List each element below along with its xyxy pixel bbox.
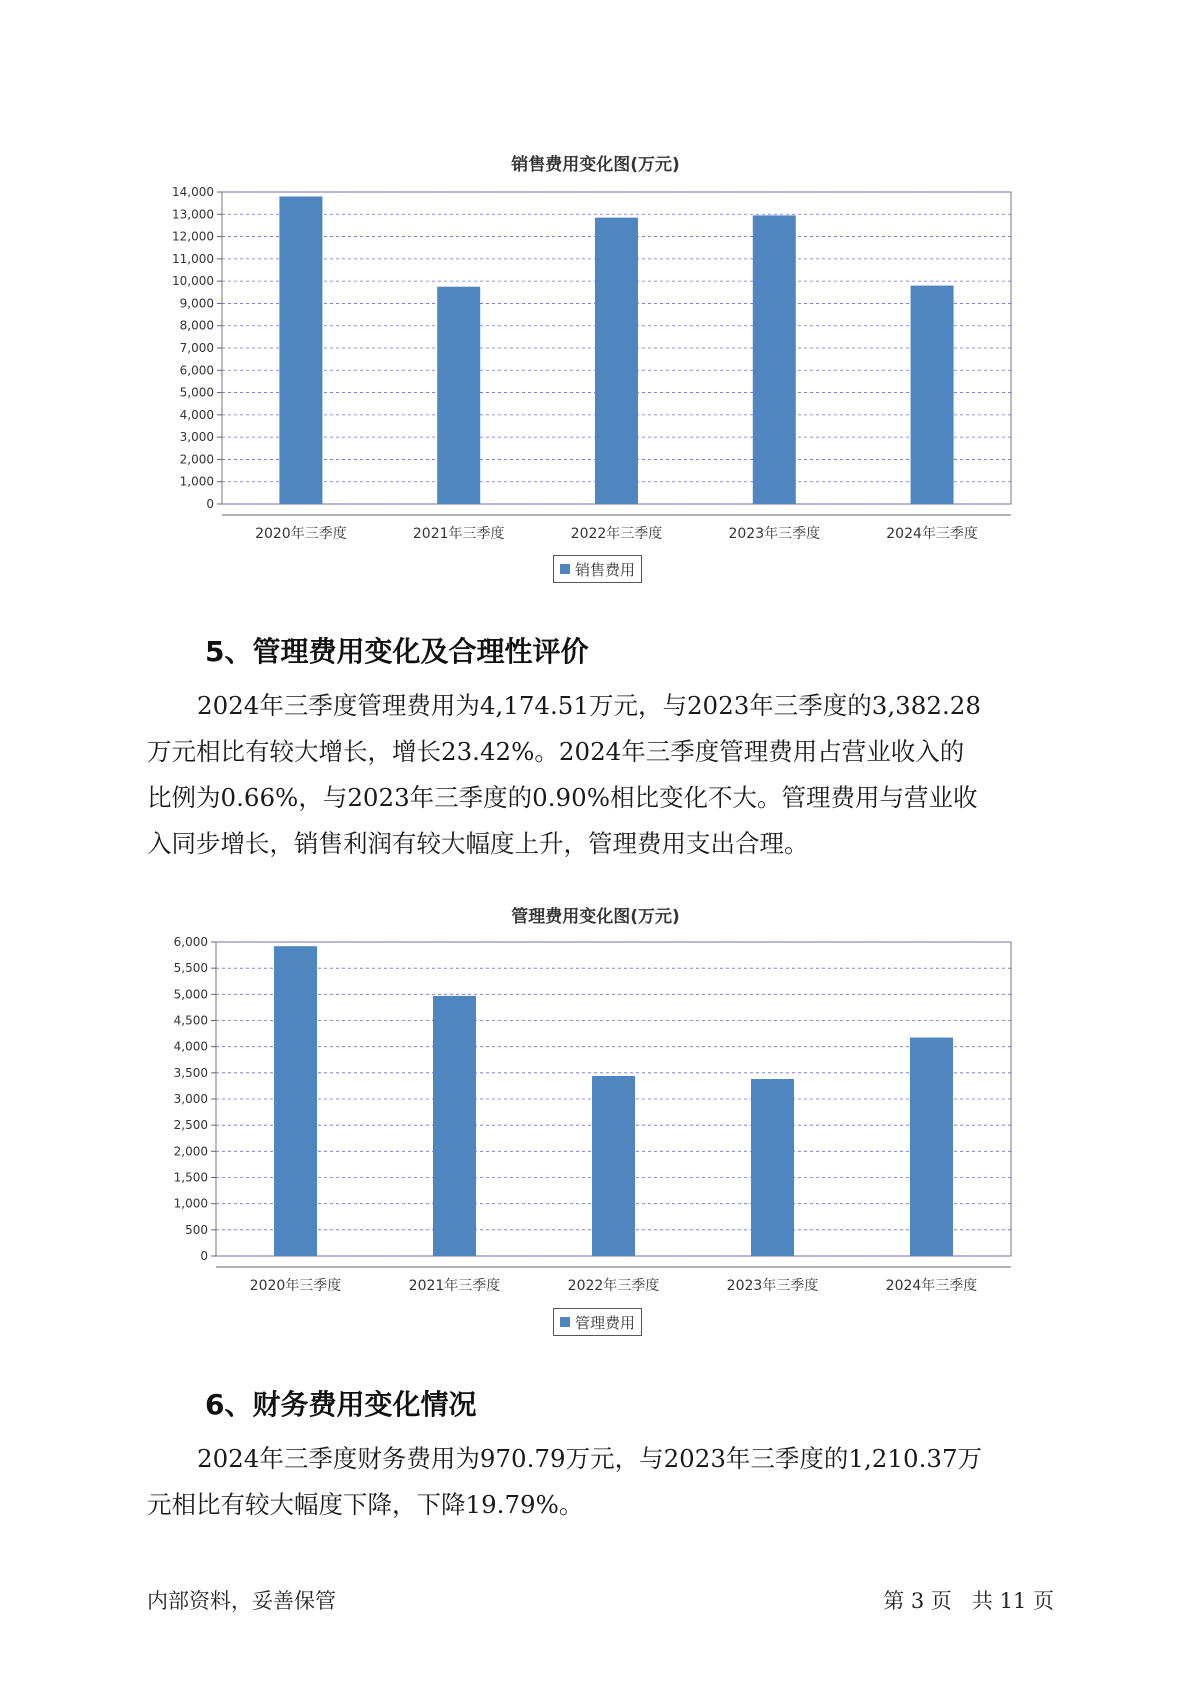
x-tick-label: 2024年三季度 — [886, 526, 978, 542]
paragraph-line: 2024年三季度财务费用为970.79万元，与2023年三季度的1,210.37万 — [197, 1444, 983, 1473]
x-tick-label: 2023年三季度 — [728, 526, 821, 542]
x-tick-label: 2020年三季度 — [249, 1278, 342, 1294]
chart-title: 销售费用变化图(万元) — [511, 155, 680, 175]
y-tick-label: 11,000 — [172, 251, 214, 266]
legend-label: 管理费用 — [575, 1313, 636, 1332]
y-tick-label: 3,000 — [179, 430, 214, 445]
y-tick-label: 5,500 — [173, 961, 208, 976]
y-tick-label: 4,000 — [179, 407, 214, 422]
y-tick-label: 500 — [185, 1222, 208, 1237]
bar — [910, 1038, 953, 1256]
x-tick-label: 2020年三季度 — [255, 526, 347, 542]
section-6-heading: 6、财务费用变化情况 — [205, 1388, 477, 1421]
y-tick-label: 3,000 — [173, 1092, 208, 1106]
section-6-paragraph — [147, 1436, 1047, 1528]
x-tick-label: 2022年三季度 — [570, 526, 663, 542]
y-tick-label: 1,000 — [179, 474, 214, 489]
section-5-heading: 5、管理费用变化及合理性评价 — [205, 635, 589, 668]
y-tick-label: 9,000 — [179, 296, 214, 311]
y-tick-label: 0 — [200, 1249, 208, 1263]
y-tick-label: 4,500 — [173, 1013, 208, 1028]
x-tick-label: 2021年三季度 — [412, 526, 505, 542]
y-tick-label: 2,000 — [179, 452, 214, 467]
x-tick-label: 2024年三季度 — [885, 1278, 978, 1294]
paragraph-line: 万元相比有较大增长，增长23.42%。2024年三季度管理费用占营业收入的 — [147, 737, 965, 766]
y-tick-label: 5,000 — [173, 987, 208, 1002]
y-tick-label: 8,000 — [179, 318, 214, 333]
y-tick-label: 14,000 — [172, 185, 214, 199]
y-tick-label: 1,000 — [173, 1196, 208, 1211]
y-tick-label: 7,000 — [179, 341, 214, 355]
legend-label: 销售费用 — [575, 560, 636, 579]
y-tick-label: 6,000 — [179, 363, 214, 378]
x-tick-label: 2023年三季度 — [726, 1278, 819, 1294]
chart-legend — [553, 1308, 642, 1336]
chart-title: 管理费用变化图(万元) — [511, 907, 680, 927]
paragraph-line: 比例为0.66%，与2023年三季度的0.90%相比变化不大。管理费用与营业收 — [147, 783, 978, 812]
paragraph-line: 2024年三季度管理费用为4,174.51万元，与2023年三季度的3,382.28 — [197, 691, 981, 720]
y-tick-label: 12,000 — [172, 229, 214, 244]
y-tick-label: 1,500 — [173, 1170, 208, 1185]
y-tick-label: 10,000 — [172, 274, 214, 289]
y-tick-label: 4,000 — [173, 1039, 208, 1054]
y-tick-label: 2,500 — [173, 1118, 208, 1133]
y-tick-label: 13,000 — [172, 207, 214, 222]
y-tick-label: 0 — [206, 497, 214, 511]
bar — [751, 1079, 794, 1256]
paragraph-line: 元相比有较大幅度下降，下降19.79%。 — [147, 1490, 584, 1519]
bar — [592, 1076, 635, 1256]
y-tick-label: 6,000 — [173, 935, 208, 949]
footer-confidential-note: 内部资料，妥善保管 — [147, 1589, 336, 1613]
x-tick-label: 2022年三季度 — [567, 1278, 660, 1294]
y-tick-label: 5,000 — [179, 385, 214, 400]
paragraph-line: 入同步增长，销售利润有较大幅度上升，管理费用支出合理。 — [147, 829, 809, 858]
y-tick-label: 3,500 — [173, 1065, 208, 1080]
legend-swatch — [560, 1317, 570, 1327]
y-tick-label: 2,000 — [173, 1144, 208, 1159]
x-tick-label: 2021年三季度 — [408, 1278, 501, 1294]
bar — [433, 996, 476, 1256]
footer-page-number: 第 3 页 共 11 页 — [883, 1589, 1054, 1613]
bar — [274, 946, 317, 1256]
